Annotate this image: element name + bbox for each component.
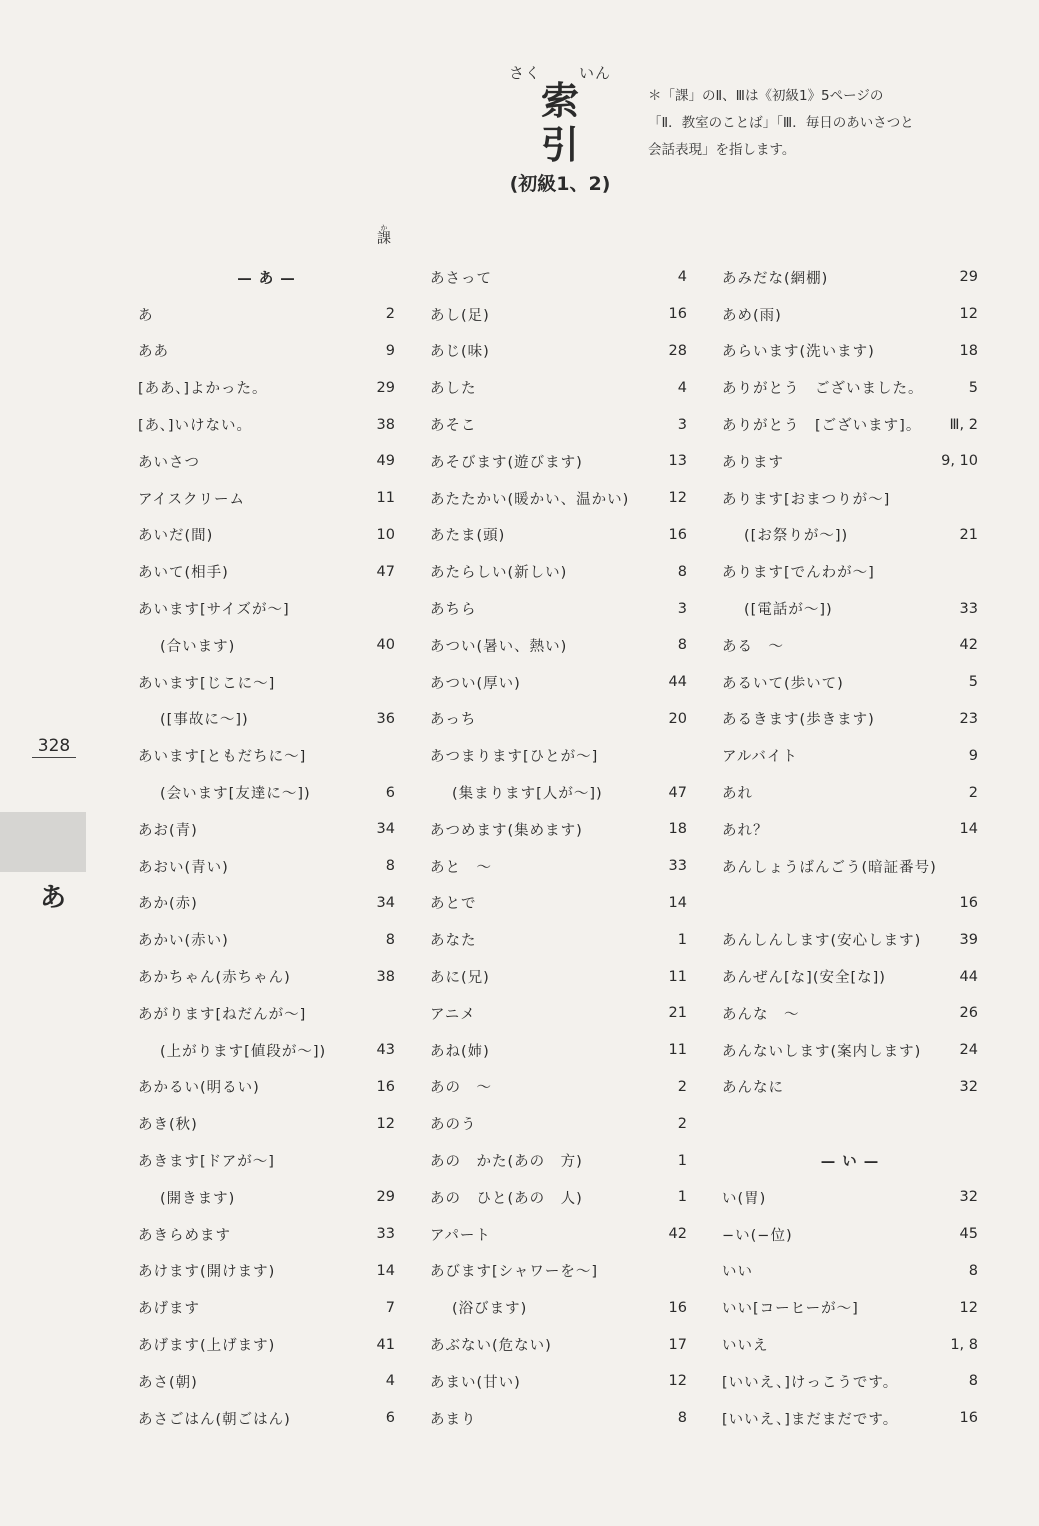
entry-term: あいさつ xyxy=(138,454,200,471)
entry-term: あの 〜 xyxy=(430,1080,492,1097)
entry-term: あ xyxy=(138,307,154,324)
entry-lesson-number: 1 xyxy=(677,931,687,948)
entry-lesson-number: 14 xyxy=(376,1262,395,1279)
entry-term: あじ(味) xyxy=(430,344,490,361)
entry-term: あなた xyxy=(430,933,477,950)
entry-term: あきます[ドアが〜] xyxy=(138,1154,275,1171)
index-entry xyxy=(722,259,978,296)
entry-lesson-number: 9 xyxy=(385,342,395,359)
index-entry xyxy=(138,701,395,738)
entry-term: あるいて(歩いて) xyxy=(722,675,844,692)
index-entry xyxy=(722,1069,978,1106)
entry-lesson-number: 16 xyxy=(668,1299,687,1316)
entry-term: あの かた(あの 方) xyxy=(430,1154,583,1171)
index-column-2 xyxy=(430,259,687,1437)
entry-lesson-number: 49 xyxy=(376,453,395,470)
entry-lesson-number: 34 xyxy=(376,894,395,911)
entry-term: あみだな(網棚) xyxy=(722,270,829,287)
entry-lesson-number: 11 xyxy=(376,490,395,507)
entry-lesson-number: 6 xyxy=(385,784,395,801)
index-entry xyxy=(430,1216,687,1253)
entry-lesson-number: 11 xyxy=(668,1042,687,1059)
entry-term: あめ(雨) xyxy=(722,307,782,324)
entry-lesson-number: 9, 10 xyxy=(941,453,978,470)
entry-lesson-number: 32 xyxy=(959,1078,978,1095)
entry-lesson-number: 12 xyxy=(668,490,687,507)
entry-lesson-number: 21 xyxy=(668,1005,687,1022)
index-entry xyxy=(722,517,978,554)
entry-term: (合います) xyxy=(160,638,236,655)
index-entry xyxy=(430,480,687,517)
index-entry xyxy=(722,885,978,922)
index-entry xyxy=(430,296,687,333)
index-entry xyxy=(430,1179,687,1216)
entry-term: (上がります[値段が〜]) xyxy=(160,1043,327,1060)
entry-lesson-number: 11 xyxy=(668,968,687,985)
entry-lesson-number: 8 xyxy=(385,931,395,948)
entry-term: あります[でんわが〜] xyxy=(722,565,875,582)
index-entry xyxy=(430,406,687,443)
index-entry xyxy=(722,774,978,811)
entry-lesson-number: 8 xyxy=(677,637,687,654)
index-entry xyxy=(722,811,978,848)
note-line: 「Ⅱ．教室のことば」「Ⅲ．毎日のあいさつと xyxy=(648,115,914,131)
index-entry xyxy=(138,1142,395,1179)
entry-lesson-number: 3 xyxy=(677,416,687,433)
index-entry xyxy=(430,701,687,738)
entry-term: あがります[ねだんが〜] xyxy=(138,1006,307,1023)
index-entry xyxy=(138,1216,395,1253)
entry-lesson-number: 29 xyxy=(376,379,395,396)
entry-term: ありがとう [ございます]。 xyxy=(722,418,922,435)
index-entry xyxy=(722,995,978,1032)
page-title: 索 引 xyxy=(540,79,609,167)
index-entry xyxy=(138,1400,395,1437)
entry-term: い(胃) xyxy=(722,1190,767,1207)
entry-term: あし(足) xyxy=(430,307,490,324)
entry-lesson-number: 8 xyxy=(677,1410,687,1427)
section-label: — あ — xyxy=(237,270,296,287)
entry-lesson-number: 2 xyxy=(385,306,395,323)
entry-term: ([お祭りが〜]) xyxy=(744,528,849,545)
index-entry xyxy=(430,1253,687,1290)
entry-lesson-number: 28 xyxy=(668,342,687,359)
entry-lesson-number: 13 xyxy=(668,453,687,470)
index-entry xyxy=(430,517,687,554)
index-entry xyxy=(722,921,978,958)
index-entry xyxy=(722,1179,978,1216)
index-entry xyxy=(722,1289,978,1326)
index-entry xyxy=(430,774,687,811)
entry-term: あいだ(間) xyxy=(138,528,214,545)
index-entry xyxy=(722,1363,978,1400)
index-entry xyxy=(138,774,395,811)
index-entry xyxy=(430,627,687,664)
entry-lesson-number: 45 xyxy=(959,1226,978,1243)
entry-lesson-number: 24 xyxy=(959,1042,978,1059)
entry-term: あびます[シャワーを〜] xyxy=(430,1264,599,1281)
entry-lesson-number: 8 xyxy=(385,858,395,875)
entry-lesson-number: 16 xyxy=(959,894,978,911)
index-entry xyxy=(722,296,978,333)
entry-term: あいます[じこに〜] xyxy=(138,675,276,692)
entry-term: あの ひと(あの 人) xyxy=(430,1190,583,1207)
entry-term: いい xyxy=(722,1264,753,1281)
index-entry xyxy=(430,553,687,590)
entry-lesson-number: 1, 8 xyxy=(950,1336,978,1353)
entry-term: あした xyxy=(430,381,477,398)
entry-term: あと 〜 xyxy=(430,859,492,876)
index-entry xyxy=(722,1105,978,1142)
entry-term: [いいえ、]まだまだです。 xyxy=(722,1411,899,1428)
index-entry xyxy=(430,664,687,701)
entry-term: あつまります[ひとが〜] xyxy=(430,749,599,766)
entry-term: あげます(上げます) xyxy=(138,1338,276,1354)
entry-term: あかるい(明るい) xyxy=(138,1080,260,1097)
index-entry xyxy=(722,1400,978,1437)
index-entry xyxy=(430,333,687,370)
entry-lesson-number: 33 xyxy=(959,600,978,617)
entry-lesson-number: 47 xyxy=(376,563,395,580)
entry-lesson-number: 18 xyxy=(959,342,978,359)
entry-lesson-number: 34 xyxy=(376,821,395,838)
index-entry xyxy=(138,590,395,627)
entry-term: (開きます) xyxy=(160,1190,236,1207)
side-index-tab xyxy=(0,812,86,872)
entry-lesson-number: 32 xyxy=(959,1189,978,1206)
index-entry xyxy=(430,1032,687,1069)
entry-term: あたたかい(暖かい、温かい) xyxy=(430,491,630,508)
index-entry xyxy=(430,1069,687,1106)
index-entry xyxy=(138,995,395,1032)
entry-term: (会います[友達に〜]) xyxy=(160,786,311,803)
entry-term: あさって xyxy=(430,270,492,287)
entry-lesson-number: 17 xyxy=(668,1336,687,1353)
index-entry xyxy=(138,921,395,958)
entry-term: あのう xyxy=(430,1117,477,1134)
note-line: 会話表現」を指します。 xyxy=(648,142,796,158)
entry-lesson-number: 33 xyxy=(376,1226,395,1243)
index-entry xyxy=(430,1142,687,1179)
entry-lesson-number: 20 xyxy=(668,710,687,727)
entry-term: あるきます(歩きます) xyxy=(722,712,875,729)
entry-lesson-number: 26 xyxy=(959,1005,978,1022)
index-entry xyxy=(138,1179,395,1216)
entry-lesson-number: 2 xyxy=(677,1078,687,1095)
index-entry xyxy=(430,1400,687,1437)
index-entry xyxy=(138,664,395,701)
entry-term: あいます[ともだちに〜] xyxy=(138,749,307,766)
entry-term: あつい(厚い) xyxy=(430,675,521,692)
index-entry xyxy=(138,811,395,848)
entry-lesson-number: 36 xyxy=(376,710,395,727)
entry-lesson-number: 42 xyxy=(959,637,978,654)
index-entry xyxy=(430,885,687,922)
entry-term: あります[おまつりが〜] xyxy=(722,491,891,508)
entry-term: あか(赤) xyxy=(138,896,198,913)
section-heading xyxy=(722,1142,978,1179)
entry-lesson-number: 33 xyxy=(668,858,687,875)
index-entry xyxy=(430,1105,687,1142)
index-entry xyxy=(138,737,395,774)
entry-term: あね(姉) xyxy=(430,1043,490,1060)
entry-term: あんなに xyxy=(722,1080,784,1097)
index-entry xyxy=(722,406,978,443)
entry-term: あたらしい(新しい) xyxy=(430,565,568,582)
entry-lesson-number: 12 xyxy=(959,306,978,323)
entry-lesson-number: 12 xyxy=(959,1299,978,1316)
entry-lesson-number: 1 xyxy=(677,1152,687,1169)
entry-term: あお(青) xyxy=(138,822,198,839)
index-column-3 xyxy=(722,259,978,1437)
entry-lesson-number: 2 xyxy=(677,1115,687,1132)
entry-term: あんな 〜 xyxy=(722,1006,800,1023)
index-entry xyxy=(430,1326,687,1363)
entry-term: あんぜん[な](安全[な]) xyxy=(722,970,886,987)
entry-term: あおい(青い) xyxy=(138,859,229,876)
ruby-in: いん xyxy=(578,64,611,82)
entry-lesson-number: 47 xyxy=(668,784,687,801)
entry-term: あんしんします(安心します) xyxy=(722,933,922,950)
entry-term: あつめます(集めます) xyxy=(430,822,583,839)
entry-term: あかちゃん(赤ちゃん) xyxy=(138,970,291,987)
entry-lesson-number: 40 xyxy=(376,637,395,654)
lesson-header-ruby: か xyxy=(380,224,388,232)
index-entry xyxy=(722,1216,978,1253)
entry-lesson-number: 12 xyxy=(376,1115,395,1132)
entry-lesson-number: 14 xyxy=(668,894,687,911)
index-entry xyxy=(138,1289,395,1326)
entry-lesson-number: 44 xyxy=(959,968,978,985)
entry-lesson-number: 16 xyxy=(668,526,687,543)
index-entry xyxy=(722,1253,978,1290)
index-entry xyxy=(430,590,687,627)
section-label: — い — xyxy=(820,1154,880,1171)
entry-lesson-number: 8 xyxy=(968,1373,978,1390)
entry-term: あぶない(危ない) xyxy=(430,1338,552,1354)
index-entry xyxy=(138,958,395,995)
entry-term: あつい(暑い、熱い) xyxy=(430,638,568,655)
entry-term: あります xyxy=(722,454,784,471)
page-number: 328 xyxy=(32,736,76,758)
index-entry xyxy=(430,259,687,296)
index-entry xyxy=(722,958,978,995)
entry-lesson-number: 29 xyxy=(959,269,978,286)
ruby-saku: さく xyxy=(508,64,541,82)
index-entry xyxy=(138,1253,395,1290)
entry-lesson-number: 29 xyxy=(376,1189,395,1206)
index-entry xyxy=(430,958,687,995)
entry-term: あっち xyxy=(430,712,477,729)
entry-lesson-number: 41 xyxy=(376,1336,395,1353)
index-entry xyxy=(430,369,687,406)
entry-term: (浴びます) xyxy=(452,1301,528,1318)
index-title-block xyxy=(490,62,630,196)
entry-term: あき(秋) xyxy=(138,1117,198,1134)
index-entry xyxy=(722,590,978,627)
entry-lesson-number: 9 xyxy=(968,747,978,764)
index-entry xyxy=(722,737,978,774)
entry-lesson-number: 16 xyxy=(376,1078,395,1095)
entry-lesson-number: 4 xyxy=(677,379,687,396)
entry-lesson-number: 12 xyxy=(668,1373,687,1390)
entry-term: ありがとう ございました。 xyxy=(722,381,924,398)
index-column-1 xyxy=(138,259,395,1437)
entry-term: あそこ xyxy=(430,418,477,435)
entry-term: あけます(開けます) xyxy=(138,1264,276,1281)
index-entry xyxy=(430,848,687,885)
index-entry xyxy=(722,553,978,590)
entry-lesson-number: 14 xyxy=(959,821,978,838)
index-entry xyxy=(722,333,978,370)
entry-lesson-number: 6 xyxy=(385,1410,395,1427)
usage-note xyxy=(648,83,988,164)
entry-lesson-number: 42 xyxy=(668,1226,687,1243)
index-entry xyxy=(138,406,395,443)
entry-lesson-number: 5 xyxy=(968,674,978,691)
entry-term: あに(兄) xyxy=(430,970,490,987)
index-entry xyxy=(138,1326,395,1363)
index-entry xyxy=(430,1363,687,1400)
entry-lesson-number: 1 xyxy=(677,1189,687,1206)
index-entry xyxy=(722,1326,978,1363)
entry-term: あれ？ xyxy=(722,822,769,839)
index-entry xyxy=(138,333,395,370)
entry-term: [ああ、]よかった。 xyxy=(138,381,268,398)
index-entry xyxy=(138,369,395,406)
entry-lesson-number: 38 xyxy=(376,968,395,985)
index-entry xyxy=(138,885,395,922)
index-entry xyxy=(138,1069,395,1106)
entry-term: あさ(朝) xyxy=(138,1374,198,1391)
entry-lesson-number: 7 xyxy=(385,1299,395,1316)
entry-term: あちら xyxy=(430,602,477,619)
entry-lesson-number: 43 xyxy=(376,1042,395,1059)
entry-term: ああ xyxy=(138,344,169,361)
entry-term: −い(−位) xyxy=(722,1227,793,1244)
entry-term: あきらめます xyxy=(138,1227,231,1244)
index-entry xyxy=(430,811,687,848)
entry-term: アイスクリーム xyxy=(138,491,246,508)
entry-term: あいて(相手) xyxy=(138,565,229,582)
entry-term: あとで xyxy=(430,896,477,913)
entry-term: あまり xyxy=(430,1411,477,1428)
entry-term: [あ、]いけない。 xyxy=(138,418,252,435)
entry-lesson-number: 16 xyxy=(959,1410,978,1427)
index-entry xyxy=(722,848,978,885)
note-line: ＊「課」のⅡ、Ⅲは《初級1》5ページの xyxy=(648,88,884,104)
entry-lesson-number: 2 xyxy=(968,784,978,801)
index-entry xyxy=(722,627,978,664)
entry-lesson-number: 23 xyxy=(959,710,978,727)
entry-lesson-number: Ⅲ, 2 xyxy=(949,416,978,433)
entry-term: あいます[サイズが〜] xyxy=(138,602,290,619)
entry-term: [いいえ、]けっこうです。 xyxy=(722,1374,899,1391)
index-entry xyxy=(138,296,395,333)
entry-term: あさごはん(朝ごはん) xyxy=(138,1411,291,1428)
entry-term: あかい(赤い) xyxy=(138,933,229,950)
entry-term: あそびます(遊びます) xyxy=(430,454,583,471)
entry-lesson-number: 18 xyxy=(668,821,687,838)
lesson-column-header xyxy=(377,224,391,246)
index-entry xyxy=(138,627,395,664)
index-entry xyxy=(430,443,687,480)
entry-lesson-number: 44 xyxy=(668,674,687,691)
entry-lesson-number: 8 xyxy=(968,1262,978,1279)
index-entry xyxy=(722,443,978,480)
entry-term: ある 〜 xyxy=(722,638,784,655)
entry-term: あらいます(洗います) xyxy=(722,344,875,361)
entry-term: あれ xyxy=(722,786,753,803)
entry-term: あげます xyxy=(138,1301,200,1318)
index-entry xyxy=(138,1105,395,1142)
entry-lesson-number: 38 xyxy=(376,416,395,433)
entry-term: あんしょうばんごう(暗証番号) xyxy=(722,859,937,876)
index-entry xyxy=(138,1032,395,1069)
index-entry xyxy=(430,995,687,1032)
index-entry xyxy=(722,701,978,738)
index-entry xyxy=(722,480,978,517)
index-entry xyxy=(430,921,687,958)
section-heading xyxy=(138,259,395,296)
entry-lesson-number: 3 xyxy=(677,600,687,617)
entry-term: あんないします(案内します) xyxy=(722,1043,922,1060)
index-entry xyxy=(138,443,395,480)
entry-term: あまい(甘い) xyxy=(430,1374,521,1391)
entry-lesson-number: 5 xyxy=(968,379,978,396)
side-tab-letter: あ xyxy=(40,883,67,913)
entry-term: アルバイト xyxy=(722,749,798,766)
entry-term: ([事故に〜]) xyxy=(160,712,249,729)
entry-term: アニメ xyxy=(430,1006,476,1023)
index-entry xyxy=(722,1032,978,1069)
index-entry xyxy=(722,664,978,701)
lesson-header-label: 課 xyxy=(377,231,391,247)
entry-lesson-number: 39 xyxy=(959,931,978,948)
entry-term: ([電話が〜]) xyxy=(744,602,833,619)
entry-lesson-number: 4 xyxy=(385,1373,395,1390)
entry-term: いいえ xyxy=(722,1338,769,1354)
entry-term: アパート xyxy=(430,1227,491,1244)
entry-lesson-number: 16 xyxy=(668,306,687,323)
entry-term: (集まります[人が〜]) xyxy=(452,786,603,803)
index-entry xyxy=(138,517,395,554)
entry-lesson-number: 8 xyxy=(677,563,687,580)
entry-lesson-number: 4 xyxy=(677,269,687,286)
index-entry xyxy=(138,848,395,885)
entry-term: あたま(頭) xyxy=(430,528,506,545)
index-entry xyxy=(722,369,978,406)
page-subtitle: (初級1、2) xyxy=(509,173,611,195)
index-entry xyxy=(138,1363,395,1400)
entry-lesson-number: 10 xyxy=(376,526,395,543)
index-entry xyxy=(138,480,395,517)
entry-term: いい[コーヒーが〜] xyxy=(722,1301,859,1318)
index-entry xyxy=(138,553,395,590)
index-entry xyxy=(430,1289,687,1326)
index-entry xyxy=(430,737,687,774)
entry-lesson-number: 21 xyxy=(959,526,978,543)
